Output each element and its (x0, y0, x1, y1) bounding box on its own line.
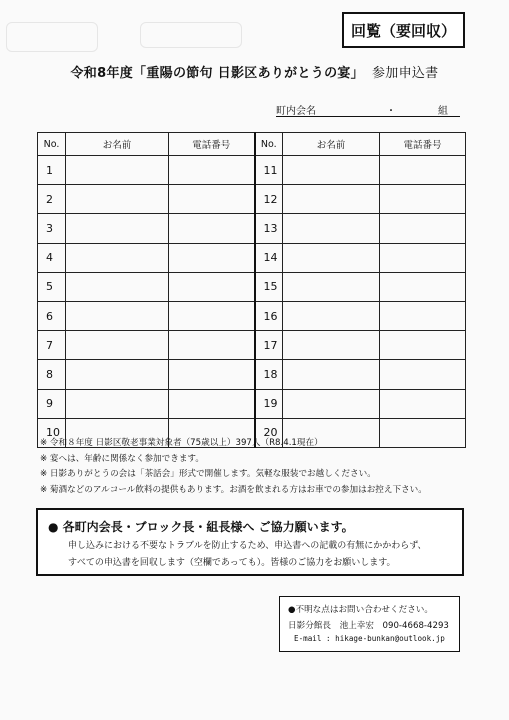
table-row (38, 331, 466, 360)
table-row (38, 389, 466, 418)
phone-cell[interactable] (169, 243, 255, 272)
association-group-label: 組 (438, 106, 448, 117)
notice-box (36, 508, 464, 576)
row-number-left: 5 (38, 272, 66, 301)
form-title (0, 62, 509, 81)
contact-heading: ●不明な点はお問い合わせください。 (288, 605, 433, 615)
association-field[interactable] (276, 102, 460, 117)
name-cell[interactable] (283, 301, 380, 330)
row-number-right: 17 (255, 331, 283, 360)
row-number-left: 1 (38, 156, 66, 185)
row-number-left: 2 (38, 185, 66, 214)
name-cell[interactable] (283, 331, 380, 360)
table-row (38, 156, 466, 185)
row-number-right: 13 (255, 214, 283, 243)
header-name: お名前 (66, 133, 169, 156)
note-line: ※ 宴へは、年齢に関係なく参加できます。 (40, 453, 204, 464)
row-number-left: 4 (38, 243, 66, 272)
table-row (38, 301, 466, 330)
phone-cell[interactable] (169, 214, 255, 243)
row-number-right: 14 (255, 243, 283, 272)
row-number-left: 3 (38, 214, 66, 243)
row-number-right: 19 (255, 389, 283, 418)
table-row (38, 214, 466, 243)
phone-cell[interactable] (380, 272, 466, 301)
table-row (38, 272, 466, 301)
header-phone: 電話番号 (380, 133, 466, 156)
contact-email: E-mail : hikage-bunkan@outlook.jp (294, 634, 445, 643)
notice-line: すべての申込書を回収します（空欄であっても）。皆様のご協力をお願いします。 (68, 558, 396, 568)
name-cell[interactable] (66, 214, 169, 243)
association-dot: ・ (386, 106, 396, 117)
participant-table (37, 132, 466, 448)
name-cell[interactable] (66, 156, 169, 185)
phone-cell[interactable] (169, 360, 255, 389)
phone-cell[interactable] (169, 185, 255, 214)
name-cell[interactable] (66, 389, 169, 418)
header-no: No. (255, 133, 283, 156)
name-cell[interactable] (283, 156, 380, 185)
association-label: 町内会名 (276, 106, 316, 117)
name-cell[interactable] (66, 185, 169, 214)
note-line: ※ 令和８年度 日影区敬老事業対象者（75歳以上）397人（R8.4.1現在） (40, 438, 323, 448)
phone-cell[interactable] (380, 301, 466, 330)
name-cell[interactable] (283, 389, 380, 418)
row-number-right: 11 (255, 156, 283, 185)
row-number-right: 18 (255, 360, 283, 389)
table-row (38, 243, 466, 272)
bleed-through-box (6, 22, 98, 52)
phone-cell[interactable] (380, 243, 466, 272)
row-number-right: 12 (255, 185, 283, 214)
name-cell[interactable] (283, 360, 380, 389)
notice-heading: ● 各町内会長・ブロック長・組長様へ ご協力願います。 (48, 520, 354, 534)
phone-cell[interactable] (169, 156, 255, 185)
name-cell[interactable] (66, 331, 169, 360)
header-no: No. (38, 133, 66, 156)
phone-cell[interactable] (380, 360, 466, 389)
phone-cell[interactable] (380, 214, 466, 243)
name-cell[interactable] (66, 272, 169, 301)
table-row (38, 185, 466, 214)
phone-cell[interactable] (169, 389, 255, 418)
row-number-left: 8 (38, 360, 66, 389)
phone-cell[interactable] (169, 331, 255, 360)
contact-box (279, 596, 460, 652)
form-title-main: 令和8年度「重陽の節句 日影区ありがとうの宴」 (70, 66, 364, 81)
notice-line: 申し込みにおける不要なトラブルを防止するため、申込書への記載の有無にかかわらず、 (68, 541, 427, 551)
notes-list (40, 436, 480, 498)
name-cell[interactable] (283, 214, 380, 243)
row-number-left: 10 (38, 418, 66, 447)
name-cell[interactable] (66, 243, 169, 272)
table-header-row (38, 133, 466, 156)
name-cell[interactable] (66, 360, 169, 389)
table-row (38, 360, 466, 389)
row-number-left: 9 (38, 389, 66, 418)
phone-cell[interactable] (380, 389, 466, 418)
row-number-right: 20 (255, 418, 283, 447)
header-phone: 電話番号 (169, 133, 255, 156)
phone-cell[interactable] (380, 331, 466, 360)
row-number-right: 16 (255, 301, 283, 330)
contact-person: 日影分館長 池上幸宏 090-4668-4293 (288, 621, 449, 631)
header-name: お名前 (283, 133, 380, 156)
name-cell[interactable] (66, 301, 169, 330)
bleed-through-box (140, 22, 242, 48)
name-cell[interactable] (283, 272, 380, 301)
row-number-right: 15 (255, 272, 283, 301)
row-number-left: 6 (38, 301, 66, 330)
name-cell[interactable] (283, 185, 380, 214)
form-title-suffix: 参加申込書 (371, 66, 439, 81)
note-line: ※ 日影ありがとうの会は「茶話会」形式で開催します。気軽な服装でお越しください。 (40, 469, 376, 479)
note-line: ※ 菊酒などのアルコール飲料の提供もあります。お酒を飲まれる方はお車での参加はお控え下さい。 (40, 484, 427, 495)
row-number-left: 7 (38, 331, 66, 360)
phone-cell[interactable] (169, 301, 255, 330)
name-cell[interactable] (283, 243, 380, 272)
notice-body (68, 538, 427, 572)
circulation-stamp: 回覧（要回収） (342, 12, 465, 48)
phone-cell[interactable] (380, 156, 466, 185)
phone-cell[interactable] (380, 185, 466, 214)
phone-cell[interactable] (169, 272, 255, 301)
